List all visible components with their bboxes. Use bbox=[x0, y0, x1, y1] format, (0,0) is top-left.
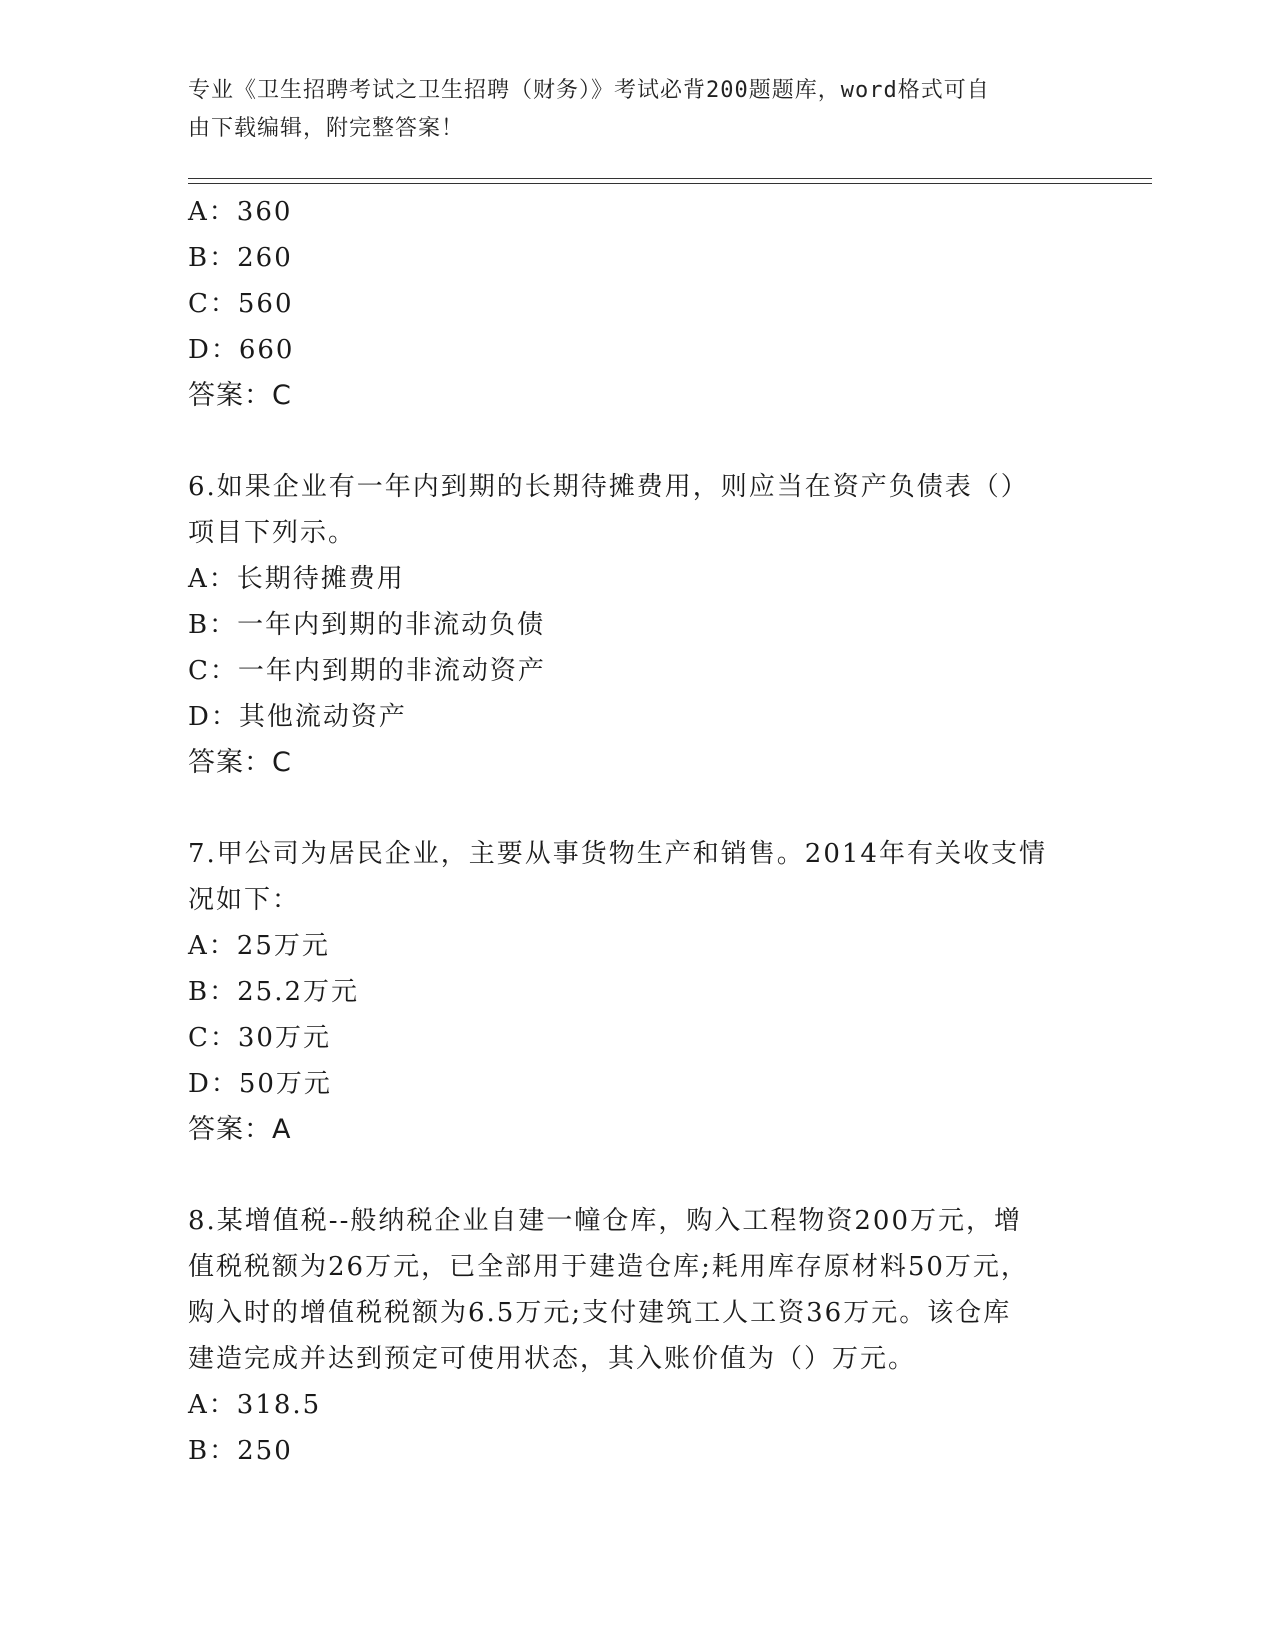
answer-line: 答案：C bbox=[188, 747, 292, 778]
question-stem-line: 购入时的增值税税额为6.5万元;支付建筑工人工资36万元。该仓库 bbox=[188, 1298, 1012, 1328]
option-c: C：560 bbox=[188, 289, 294, 319]
question-stem-line: 7.甲公司为居民企业，主要从事货物生产和销售。2014年有关收支情 bbox=[188, 839, 1047, 869]
question-5 bbox=[188, 189, 1088, 419]
question-6 bbox=[188, 464, 1088, 786]
option-a: A：318.5 bbox=[188, 1390, 322, 1420]
header-divider-bottom bbox=[188, 183, 1152, 184]
question-7 bbox=[188, 831, 1088, 1153]
answer-line: 答案：A bbox=[188, 1114, 292, 1145]
option-b: B：25.2万元 bbox=[188, 977, 359, 1007]
option-b: B：250 bbox=[188, 1436, 293, 1466]
option-d: D：50万元 bbox=[188, 1069, 332, 1099]
option-c: C：30万元 bbox=[188, 1023, 331, 1053]
question-list bbox=[188, 189, 1088, 1474]
question-stem-line: 项目下列示。 bbox=[188, 518, 357, 548]
option-c: C：一年内到期的非流动资产 bbox=[188, 656, 546, 686]
answer-line: 答案：C bbox=[188, 380, 292, 411]
option-d: D：其他流动资产 bbox=[188, 702, 407, 732]
question-stem-line: 8.某增值税--般纳税企业自建一幢仓库，购入工程物资200万元，增 bbox=[188, 1206, 1023, 1236]
option-a: A：长期待摊费用 bbox=[188, 564, 405, 594]
question-8 bbox=[188, 1198, 1088, 1474]
header-line-1: 专业《卫生招聘考试之卫生招聘（财务）》考试必背200题题库，word格式可自 bbox=[188, 78, 990, 103]
question-stem-line: 建造完成并达到预定可使用状态，其入账价值为（）万元。 bbox=[188, 1344, 917, 1374]
option-b: B：一年内到期的非流动负债 bbox=[188, 610, 546, 640]
question-stem-line: 况如下： bbox=[188, 885, 301, 915]
option-b: B：260 bbox=[188, 243, 293, 273]
question-stem-line: 值税税额为26万元，已全部用于建造仓库;耗用库存原材料50万元， bbox=[188, 1252, 1029, 1282]
option-a: A：360 bbox=[188, 197, 293, 227]
option-d: D：660 bbox=[188, 335, 295, 365]
question-stem-line: 6.如果企业有一年内到期的长期待摊费用，则应当在资产负债表（） bbox=[188, 472, 1029, 502]
header-line-2: 由下载编辑，附完整答案！ bbox=[188, 116, 465, 141]
header-divider-top bbox=[188, 178, 1152, 179]
document-header bbox=[188, 72, 1088, 148]
option-a: A：25万元 bbox=[188, 931, 330, 961]
